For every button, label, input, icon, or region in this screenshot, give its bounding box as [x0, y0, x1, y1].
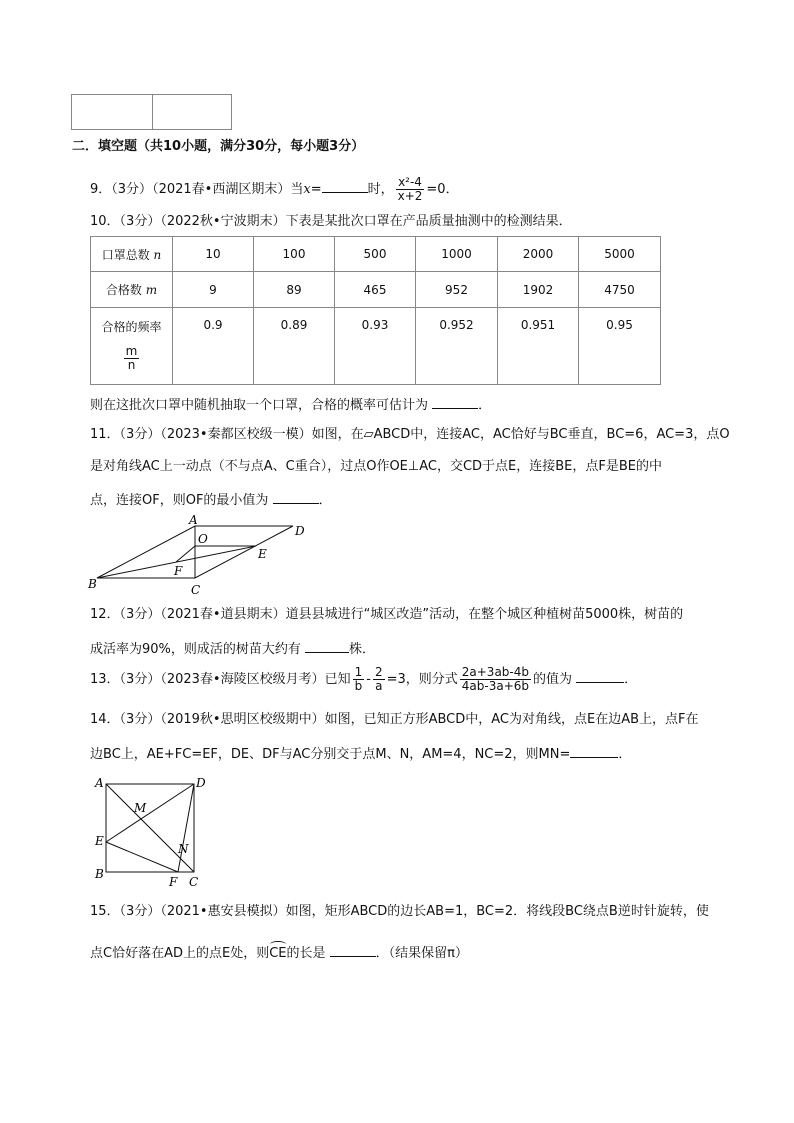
table-cell: 465 [335, 272, 416, 308]
table-cell: 2000 [498, 237, 579, 272]
table-cell: 5000 [579, 237, 661, 272]
q12-line2: 成活率为90%，则成活的树苗大约有 [90, 642, 301, 657]
q11-parallelogram-diagram [84, 512, 314, 598]
q10-text: 下表是某批次口罩在产品质量抽测中的检测结果． [285, 214, 572, 229]
table-row [91, 272, 661, 308]
label-b: B [95, 867, 104, 881]
arc-mark-icon [270, 941, 285, 948]
label-e: E [95, 834, 104, 848]
q12-line2-wrap [90, 639, 375, 658]
table-cell: 1000 [416, 237, 498, 272]
q9-frac-den: x+2 [397, 189, 423, 203]
q11-answer-blank[interactable] [273, 490, 319, 504]
q13-post: 的值为 [533, 672, 573, 687]
q14-points: （3分） [119, 712, 161, 727]
q12-points: （3分） [119, 607, 161, 622]
q10-points: （3分） [119, 214, 161, 229]
label-d: D [196, 776, 206, 790]
q15-line2-wrap [90, 942, 468, 962]
q13-fraction-2: $\frac{2}{a}$ [374, 665, 383, 693]
q11-line3: 点，连接OF，则OF的最小值为 [90, 493, 269, 508]
top-table-cell [72, 95, 153, 130]
q9-pre: 当 [290, 182, 304, 197]
q15-line1: 如图，矩形ABCD的边长AB=1，BC=2．将线段BC绕点B逆时针旋转，使 [285, 904, 709, 919]
label-f: F [169, 875, 178, 889]
question-12 [90, 607, 683, 623]
table-cell: 100 [254, 237, 335, 272]
label-n: N [178, 842, 189, 856]
q13-eq3: =3，则分式 [386, 672, 458, 687]
label-f: F [174, 564, 183, 578]
frequency-fraction: $\frac{m}{n}$ [125, 344, 138, 372]
q14-square-diagram [86, 772, 216, 890]
q9-number: 9． [90, 182, 112, 197]
table-cell: 9 [173, 272, 254, 308]
q13-fraction-1: $\frac{1}{b}$ [354, 665, 363, 693]
table-cell: 89 [254, 272, 335, 308]
q9-answer-blank[interactable] [322, 179, 368, 193]
q13-minus: - [366, 672, 371, 687]
segment-ef [106, 842, 178, 872]
q13-answer-blank[interactable] [576, 669, 624, 683]
q10-number: 10． [90, 214, 120, 229]
q9-eq: = [310, 182, 322, 197]
q11-source: （2023•秦都区校级一模） [160, 427, 312, 442]
q15-line2-post: 的长是 [286, 946, 326, 961]
table-cell: 0.951 [498, 308, 579, 385]
q10-end: ． [478, 398, 492, 413]
var-n: n [153, 247, 162, 262]
table-cell: 1902 [498, 272, 579, 308]
table-cell: 0.93 [335, 308, 416, 385]
row-label-frequency: 合格的频率 $\frac{m}{n}$ [91, 308, 173, 385]
q14-line2-wrap [90, 744, 631, 763]
table-row [91, 308, 661, 385]
q15-answer-blank[interactable] [330, 943, 376, 957]
q14-source: （2019秋•思明区校级期中） [160, 712, 325, 727]
q9-points: （3分） [111, 182, 153, 197]
q10-answer-blank[interactable] [432, 395, 478, 409]
q11-line3-wrap [90, 490, 332, 509]
q11-line1: 如图，在▱ABCD中，连接AC，AC恰好与BC垂直，BC=6，AC=3，点O [311, 427, 730, 442]
table-cell: 0.9 [173, 308, 254, 385]
label-c: C [189, 875, 199, 889]
top-answer-table [71, 94, 232, 130]
segment-de [106, 784, 194, 842]
label-c: C [191, 583, 201, 597]
q15-line2-pre: 点C恰好落在AD上的点E处，则 [90, 946, 270, 961]
question-10 [90, 214, 572, 230]
question-13 [90, 666, 637, 693]
q11-line2: 是对角线AC上一动点（不与点A、C重合），过点O作OE⊥AC，交CD于点E，连接BE，点F是BE的中 [90, 459, 663, 474]
label-a: A [95, 776, 104, 790]
q10-source: （2022秋•宁波期末） [160, 214, 286, 229]
q10-after: 则在这批次口罩中随机抽取一个口罩，合格的概率可估计为 [90, 398, 429, 413]
top-table-cell [153, 95, 232, 130]
q15-arc-ce: CE [269, 942, 286, 962]
q13-source: （2023春•海陵区校级月考） [160, 672, 325, 687]
q14-answer-blank[interactable] [570, 744, 618, 758]
question-9 [90, 176, 459, 203]
label-e: E [258, 547, 267, 561]
label-a: A [189, 513, 198, 527]
q10-data-table [90, 236, 661, 385]
table-cell: 10 [173, 237, 254, 272]
q12-line1: 道县县城进行“城区改造”活动，在整个城区种植树苗5000株，树苗的 [285, 607, 684, 622]
q14-end: ． [618, 747, 632, 762]
q9-tail: =0． [426, 182, 459, 197]
question-11 [90, 427, 730, 443]
row-label-qualified: 合格数 m [91, 272, 173, 308]
table-cell: 952 [416, 272, 498, 308]
q13-end: ． [624, 672, 638, 687]
q11-number: 11． [90, 427, 120, 442]
q11-end: ． [318, 493, 332, 508]
var-m: m [145, 283, 158, 297]
table-cell: 0.952 [416, 308, 498, 385]
q15-end: ．（结果保留π） [375, 946, 468, 961]
q15-points: （3分） [119, 904, 161, 919]
q12-number: 12． [90, 607, 120, 622]
q9-var: x [303, 182, 311, 197]
q15-source: （2021•惠安县模拟） [160, 904, 286, 919]
table-cell: 0.95 [579, 308, 661, 385]
q15-number: 15． [90, 904, 120, 919]
label-m: M [134, 801, 147, 815]
question-15 [90, 904, 709, 920]
row-label-total: 口罩总数 n [91, 237, 173, 272]
section-title: 二．填空题（共10小题，满分30分，每小题3分） [72, 139, 365, 154]
q14-number: 14． [90, 712, 120, 727]
q11-points: （3分） [119, 427, 161, 442]
q14-line2: 边BC上，AE+FC=EF，DE、DF与AC分别交于点M、N，AM=4，NC=2，则MN= [90, 747, 571, 762]
q12-end: 株． [349, 642, 376, 657]
q13-fraction-3: $\frac{2a+3ab-4b}{4ab-3a+6b}$ [461, 665, 529, 693]
label-o: O [198, 532, 208, 546]
table-row [91, 237, 661, 272]
q13-points: （3分） [119, 672, 161, 687]
segment-df [178, 784, 194, 872]
q9-frac-num: x²-4 [396, 176, 425, 190]
q12-answer-blank[interactable] [305, 639, 349, 653]
label-d: D [295, 524, 305, 538]
q10-follow-up [90, 395, 491, 414]
q13-number: 13． [90, 672, 120, 687]
q13-pre: 已知 [324, 672, 351, 687]
q12-source: （2021春•道县期末） [160, 607, 286, 622]
table-cell: 0.89 [254, 308, 335, 385]
q9-fraction [396, 176, 425, 203]
question-14 [90, 712, 699, 728]
table-cell: 4750 [579, 272, 661, 308]
q9-source: （2021春•西湖区期末） [152, 182, 291, 197]
label-b: B [88, 577, 97, 591]
q14-line1: 如图，已知正方形ABCD中，AC为对角线，点E在边AB上，点F在 [324, 712, 699, 727]
table-cell: 500 [335, 237, 416, 272]
segment-of [176, 546, 195, 562]
q9-post: 时， [367, 182, 394, 197]
